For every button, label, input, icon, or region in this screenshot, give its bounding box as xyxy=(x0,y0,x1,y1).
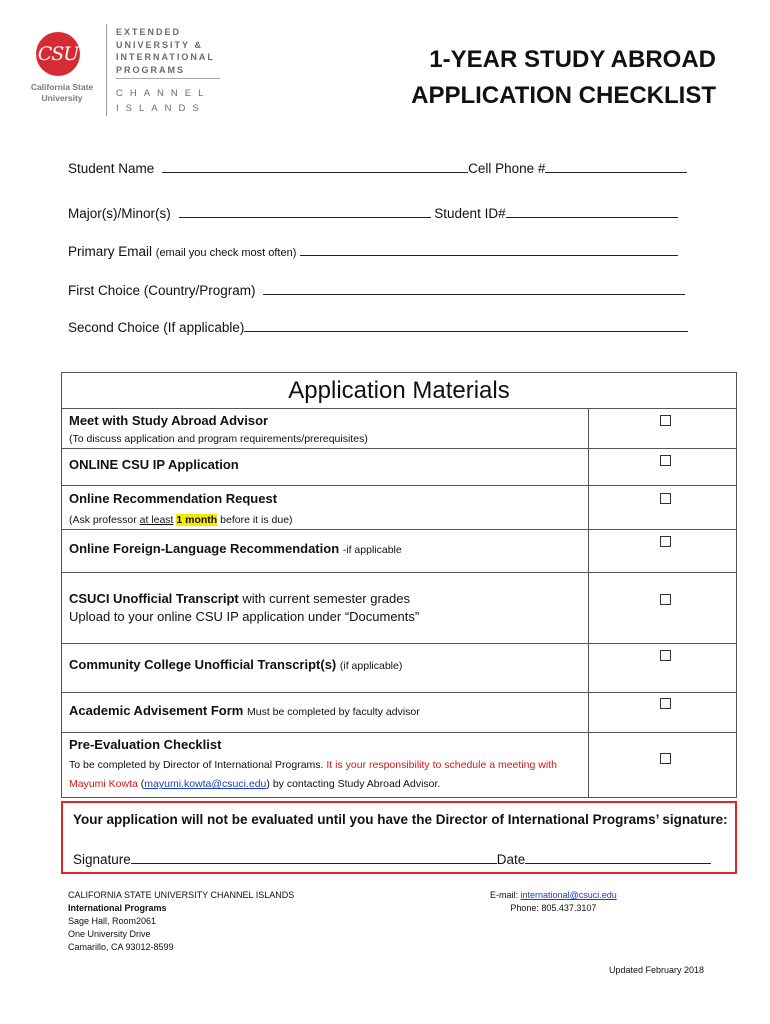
primary-email-note: (email you check most often) xyxy=(155,247,297,259)
row-first-choice xyxy=(68,281,685,301)
second-choice-label: Second Choice (If applicable) xyxy=(68,320,245,335)
eui-line2: UNIVERSITY & xyxy=(116,39,203,50)
checkbox-cell xyxy=(589,409,736,448)
date-label: Date xyxy=(496,852,526,867)
primary-email-field[interactable] xyxy=(300,242,678,256)
note-pre: (Ask professor xyxy=(69,514,140,526)
signature-row xyxy=(73,850,711,867)
signature-warning: Your application will not be evaluated until you have the Director of International Programs’ signature: xyxy=(73,812,728,827)
ci-line1: CHANNEL xyxy=(116,88,211,99)
checkbox[interactable] xyxy=(660,493,671,504)
signature-label: Signature xyxy=(73,852,131,867)
checkbox-cell xyxy=(589,644,736,692)
signature-box xyxy=(61,801,737,874)
updated-date: Updated February 2018 xyxy=(608,965,704,975)
item-title: Community College Unofficial Transcript(s) xyxy=(69,657,337,672)
item-title: ONLINE CSU IP Application xyxy=(69,457,239,472)
table-row xyxy=(62,449,736,486)
checkbox[interactable] xyxy=(660,415,671,426)
checkbox[interactable] xyxy=(660,698,671,709)
checkbox[interactable] xyxy=(660,455,671,466)
item-title: CSUCI Unofficial Transcript xyxy=(69,591,239,606)
row-second-choice xyxy=(68,318,688,338)
address-line: Camarillo, CA 93012-8599 xyxy=(68,942,174,952)
eui-line1: EXTENDED xyxy=(116,27,182,37)
ci-line2: ISLANDS xyxy=(116,103,206,114)
checkbox-cell xyxy=(589,486,736,529)
address-line: Sage Hall, Room2061 xyxy=(68,916,157,926)
item-note: Must be completed by faculty advisor xyxy=(246,706,420,718)
checkbox-cell xyxy=(589,693,736,732)
item-note: (To discuss application and program requirements/prerequisites) xyxy=(69,433,368,445)
csu-logo-icon xyxy=(36,32,80,76)
note-red: It is your responsibility to schedule a meeting with Mayumi Kowta xyxy=(69,759,557,790)
item-note: (if applicable) xyxy=(339,660,403,672)
footer-contact xyxy=(490,889,617,915)
checkbox[interactable] xyxy=(660,536,671,547)
table-row xyxy=(62,644,736,693)
materials-table xyxy=(61,372,737,798)
student-name-label: Student Name xyxy=(68,161,155,176)
eui-line3: INTERNATIONAL xyxy=(116,52,215,62)
table-row xyxy=(62,693,736,733)
csu-name-line2: University xyxy=(41,93,83,103)
checkbox[interactable] xyxy=(660,650,671,661)
table-row xyxy=(62,409,736,449)
logo xyxy=(18,20,238,120)
contact-phone: Phone: 805.437.3107 xyxy=(510,903,597,913)
checkbox[interactable] xyxy=(660,594,671,605)
table-row xyxy=(62,486,736,530)
csu-name-line1: California State xyxy=(30,82,94,92)
item-title: Pre-Evaluation Checklist xyxy=(69,737,222,752)
table-row xyxy=(62,733,736,797)
logo-divider xyxy=(106,24,107,116)
item-cell xyxy=(62,449,589,485)
item-cell xyxy=(62,486,589,529)
email-label: E-mail: xyxy=(490,890,519,900)
majors-field[interactable] xyxy=(179,204,431,218)
majors-label: Major(s)/Minor(s) xyxy=(68,206,171,221)
note-highlight: 1 month xyxy=(176,514,218,526)
item-cell xyxy=(62,530,589,572)
address-line: International Programs xyxy=(68,903,167,913)
note-post: before it is due) xyxy=(217,514,293,526)
item-note xyxy=(69,511,582,529)
item-cell xyxy=(62,573,589,643)
row-major-id xyxy=(68,204,678,224)
eui-line4: PROGRAMS xyxy=(116,64,186,75)
checkbox-cell xyxy=(589,530,736,572)
item-note: Upload to your online CSU IP application under “Documents” xyxy=(69,609,420,624)
table-row xyxy=(62,573,736,644)
item-cell xyxy=(62,409,589,448)
item-title: Online Recommendation Request xyxy=(69,491,278,506)
item-title-rest: with current semester grades xyxy=(242,591,410,606)
signature-field[interactable] xyxy=(131,850,421,864)
date-field[interactable] xyxy=(525,850,711,864)
note-end: by contacting Study Abroad Advisor. xyxy=(272,778,441,790)
checkbox[interactable] xyxy=(660,753,671,764)
checkbox-cell xyxy=(589,733,736,797)
cell-phone-label: Cell Phone # xyxy=(468,161,546,176)
item-title: Meet with Study Abroad Advisor xyxy=(69,413,269,428)
page-title xyxy=(411,42,716,114)
row-email xyxy=(68,242,678,262)
email-link[interactable]: mayumi.kowta@csuci.edu xyxy=(144,778,267,790)
student-id-label: Student ID# xyxy=(434,206,506,221)
item-title: Academic Advisement Form xyxy=(69,703,244,718)
first-choice-label: First Choice (Country/Program) xyxy=(68,283,256,298)
materials-heading: Application Materials xyxy=(62,373,736,409)
title-line2: APPLICATION CHECKLIST xyxy=(411,82,716,109)
eui-rule xyxy=(116,78,220,79)
csu-logo-mark: CSU xyxy=(37,43,79,65)
cell-phone-field[interactable] xyxy=(545,159,687,173)
checkbox-cell xyxy=(589,449,736,485)
item-cell xyxy=(62,733,589,797)
csu-name xyxy=(22,82,102,104)
item-note: To be completed by Director of International Programs. It is your responsibility to schedule a meeting with Mayumi Kowta (mayumi.kowta@csuci.edu) by contacting Study Abroad Advisor. xyxy=(69,759,557,790)
row-name-phone xyxy=(68,159,687,179)
item-cell xyxy=(62,693,589,732)
note-black: To be completed by Director of International Programs. xyxy=(69,759,324,771)
note-underlined: at least xyxy=(139,514,174,526)
item-cell xyxy=(62,644,589,692)
ci-wordmark xyxy=(116,86,210,116)
address-line: One University Drive xyxy=(68,929,151,939)
second-choice-field[interactable] xyxy=(244,318,688,332)
signature-field-extension[interactable] xyxy=(421,850,497,864)
first-choice-field[interactable] xyxy=(263,281,685,295)
item-note: -if applicable xyxy=(342,544,402,556)
eui-wordmark xyxy=(116,26,215,76)
item-title: Online Foreign-Language Recommendation xyxy=(69,541,340,556)
contact-email-link[interactable]: international@csuci.edu xyxy=(520,890,617,900)
student-id-field[interactable] xyxy=(506,204,678,218)
address-line: CALIFORNIA STATE UNIVERSITY CHANNEL ISLANDS xyxy=(68,890,295,900)
title-line1: 1-YEAR STUDY ABROAD xyxy=(429,46,716,73)
student-name-field[interactable] xyxy=(162,159,468,173)
checkbox-cell xyxy=(589,573,736,643)
table-row xyxy=(62,530,736,573)
primary-email-label: Primary Email xyxy=(68,244,153,259)
footer-address xyxy=(68,889,294,954)
